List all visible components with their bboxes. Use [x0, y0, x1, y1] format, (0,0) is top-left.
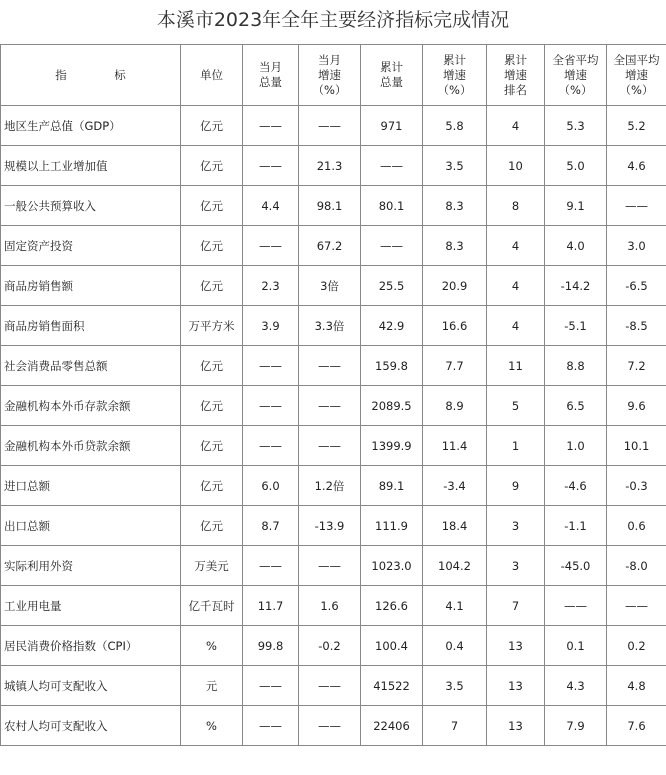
- cumulative-growth-cell: 3.5: [423, 146, 487, 186]
- indicator-name-cell: 金融机构本外币贷款余额: [1, 426, 181, 466]
- cumulative-total-cell: 126.6: [361, 586, 423, 626]
- indicator-name-cell: 工业用电量: [1, 586, 181, 626]
- month-growth-cell: ——: [299, 546, 361, 586]
- province-average-cell: 1.0: [545, 426, 607, 466]
- month-growth-cell: ——: [299, 706, 361, 746]
- national-average-cell: -6.5: [607, 266, 666, 306]
- cumulative-growth-cell: 18.4: [423, 506, 487, 546]
- province-average-cell: 6.5: [545, 386, 607, 426]
- unit-cell: 亿元: [181, 466, 243, 506]
- month-total-cell: 6.0: [243, 466, 299, 506]
- indicator-name-cell: 城镇人均可支配收入: [1, 666, 181, 706]
- national-average-cell: 7.6: [607, 706, 666, 746]
- month-growth-cell: -13.9: [299, 506, 361, 546]
- table-row: [1, 546, 666, 586]
- cumulative-growth-cell: 20.9: [423, 266, 487, 306]
- province-average-cell: -1.1: [545, 506, 607, 546]
- cumulative-growth-cell: 8.9: [423, 386, 487, 426]
- table-row: [1, 266, 666, 306]
- province-average-cell: -4.6: [545, 466, 607, 506]
- cumulative-growth-cell: 8.3: [423, 186, 487, 226]
- month-growth-cell: 3倍: [299, 266, 361, 306]
- province-average-cell: ——: [545, 586, 607, 626]
- indicator-name-cell: 社会消费品零售总额: [1, 346, 181, 386]
- month-total-cell: 2.3: [243, 266, 299, 306]
- table-row: [1, 666, 666, 706]
- header-province-average: 全省平均 增速 （%）: [545, 45, 607, 106]
- table-row: [1, 346, 666, 386]
- cumulative-total-cell: 22406: [361, 706, 423, 746]
- indicator-name-cell: 居民消费价格指数（CPI）: [1, 626, 181, 666]
- unit-cell: 亿元: [181, 106, 243, 146]
- cumulative-rank-cell: 9: [487, 466, 545, 506]
- cumulative-total-cell: 2089.5: [361, 386, 423, 426]
- cumulative-total-cell: ——: [361, 226, 423, 266]
- month-total-cell: 3.9: [243, 306, 299, 346]
- table-row: [1, 386, 666, 426]
- header-cumulative-rank: 累计 增速 排名: [487, 45, 545, 106]
- header-month-growth: 当月 增速 （%）: [299, 45, 361, 106]
- month-total-cell: ——: [243, 346, 299, 386]
- cumulative-rank-cell: 4: [487, 226, 545, 266]
- cumulative-total-cell: 111.9: [361, 506, 423, 546]
- unit-cell: %: [181, 626, 243, 666]
- unit-cell: 亿元: [181, 506, 243, 546]
- month-total-cell: ——: [243, 546, 299, 586]
- national-average-cell: -8.0: [607, 546, 666, 586]
- header-unit: 单位: [181, 45, 243, 106]
- cumulative-total-cell: 159.8: [361, 346, 423, 386]
- national-average-cell: 10.1: [607, 426, 666, 466]
- indicator-name-cell: 金融机构本外币存款余额: [1, 386, 181, 426]
- month-growth-cell: ——: [299, 346, 361, 386]
- table-row: [1, 586, 666, 626]
- unit-cell: 亿元: [181, 266, 243, 306]
- cumulative-rank-cell: 4: [487, 306, 545, 346]
- cumulative-total-cell: 42.9: [361, 306, 423, 346]
- indicator-name-cell: 规模以上工业增加值: [1, 146, 181, 186]
- indicator-name-cell: 实际利用外资: [1, 546, 181, 586]
- header-row: [1, 45, 666, 106]
- header-indicator: [1, 45, 181, 106]
- header-national-average: 全国平均 增速 （%）: [607, 45, 666, 106]
- cumulative-total-cell: 1023.0: [361, 546, 423, 586]
- table-row: [1, 186, 666, 226]
- cumulative-rank-cell: 11: [487, 346, 545, 386]
- province-average-cell: -45.0: [545, 546, 607, 586]
- indicator-name-cell: 农村人均可支配收入: [1, 706, 181, 746]
- province-average-cell: 8.8: [545, 346, 607, 386]
- month-growth-cell: ——: [299, 666, 361, 706]
- month-total-cell: ——: [243, 706, 299, 746]
- unit-cell: 亿千瓦时: [181, 586, 243, 626]
- month-total-cell: ——: [243, 226, 299, 266]
- month-total-cell: 4.4: [243, 186, 299, 226]
- table-row: [1, 506, 666, 546]
- indicators-table: [0, 44, 666, 746]
- national-average-cell: ——: [607, 186, 666, 226]
- province-average-cell: 5.0: [545, 146, 607, 186]
- cumulative-rank-cell: 1: [487, 426, 545, 466]
- unit-cell: 亿元: [181, 226, 243, 266]
- cumulative-rank-cell: 10: [487, 146, 545, 186]
- cumulative-growth-cell: 11.4: [423, 426, 487, 466]
- month-growth-cell: 98.1: [299, 186, 361, 226]
- national-average-cell: ——: [607, 586, 666, 626]
- header-month-total: 当月 总量: [243, 45, 299, 106]
- province-average-cell: 9.1: [545, 186, 607, 226]
- table-row: [1, 226, 666, 266]
- cumulative-rank-cell: 4: [487, 266, 545, 306]
- header-cumulative-total: 累计 总量: [361, 45, 423, 106]
- national-average-cell: 0.6: [607, 506, 666, 546]
- province-average-cell: 5.3: [545, 106, 607, 146]
- national-average-cell: -0.3: [607, 466, 666, 506]
- unit-cell: 亿元: [181, 146, 243, 186]
- month-growth-cell: -0.2: [299, 626, 361, 666]
- national-average-cell: 0.2: [607, 626, 666, 666]
- month-total-cell: ——: [243, 666, 299, 706]
- cumulative-growth-cell: 0.4: [423, 626, 487, 666]
- unit-cell: 亿元: [181, 186, 243, 226]
- cumulative-growth-cell: 3.5: [423, 666, 487, 706]
- month-growth-cell: 21.3: [299, 146, 361, 186]
- cumulative-rank-cell: 3: [487, 546, 545, 586]
- cumulative-total-cell: 25.5: [361, 266, 423, 306]
- cumulative-total-cell: 89.1: [361, 466, 423, 506]
- province-average-cell: -14.2: [545, 266, 607, 306]
- table-row: [1, 706, 666, 746]
- table-row: [1, 306, 666, 346]
- indicator-name-cell: 进口总额: [1, 466, 181, 506]
- cumulative-rank-cell: 8: [487, 186, 545, 226]
- unit-cell: 元: [181, 666, 243, 706]
- month-growth-cell: ——: [299, 426, 361, 466]
- cumulative-rank-cell: 13: [487, 626, 545, 666]
- unit-cell: 亿元: [181, 386, 243, 426]
- month-growth-cell: 3.3倍: [299, 306, 361, 346]
- cumulative-growth-cell: 7: [423, 706, 487, 746]
- cumulative-growth-cell: 104.2: [423, 546, 487, 586]
- province-average-cell: 4.0: [545, 226, 607, 266]
- national-average-cell: -8.5: [607, 306, 666, 346]
- month-total-cell: 11.7: [243, 586, 299, 626]
- indicator-name-cell: 一般公共预算收入: [1, 186, 181, 226]
- cumulative-growth-cell: 5.8: [423, 106, 487, 146]
- national-average-cell: 4.6: [607, 146, 666, 186]
- unit-cell: 亿元: [181, 346, 243, 386]
- cumulative-growth-cell: 4.1: [423, 586, 487, 626]
- indicator-name-cell: 出口总额: [1, 506, 181, 546]
- month-total-cell: 8.7: [243, 506, 299, 546]
- national-average-cell: 4.8: [607, 666, 666, 706]
- cumulative-total-cell: ——: [361, 146, 423, 186]
- cumulative-growth-cell: -3.4: [423, 466, 487, 506]
- month-growth-cell: ——: [299, 386, 361, 426]
- cumulative-growth-cell: 8.3: [423, 226, 487, 266]
- month-growth-cell: ——: [299, 106, 361, 146]
- month-growth-cell: 1.2倍: [299, 466, 361, 506]
- page-title: 本溪市2023年全年主要经济指标完成情况: [156, 9, 510, 31]
- table-row: [1, 146, 666, 186]
- cumulative-total-cell: 100.4: [361, 626, 423, 666]
- cumulative-total-cell: 80.1: [361, 186, 423, 226]
- province-average-cell: 7.9: [545, 706, 607, 746]
- month-total-cell: ——: [243, 106, 299, 146]
- national-average-cell: 7.2: [607, 346, 666, 386]
- cumulative-rank-cell: 7: [487, 586, 545, 626]
- month-total-cell: 99.8: [243, 626, 299, 666]
- month-growth-cell: 1.6: [299, 586, 361, 626]
- unit-cell: 亿元: [181, 426, 243, 466]
- table-header: [1, 45, 666, 106]
- month-growth-cell: 67.2: [299, 226, 361, 266]
- cumulative-growth-cell: 7.7: [423, 346, 487, 386]
- unit-cell: 万美元: [181, 546, 243, 586]
- table-row: [1, 426, 666, 466]
- table-row: [1, 626, 666, 666]
- cumulative-growth-cell: 16.6: [423, 306, 487, 346]
- national-average-cell: 5.2: [607, 106, 666, 146]
- table-row: [1, 106, 666, 146]
- header-cumulative-growth: 累计 增速 （%）: [423, 45, 487, 106]
- cumulative-rank-cell: 13: [487, 666, 545, 706]
- unit-cell: %: [181, 706, 243, 746]
- cumulative-total-cell: 971: [361, 106, 423, 146]
- province-average-cell: 0.1: [545, 626, 607, 666]
- month-total-cell: ——: [243, 426, 299, 466]
- indicator-name-cell: 固定资产投资: [1, 226, 181, 266]
- cumulative-total-cell: 41522: [361, 666, 423, 706]
- province-average-cell: 4.3: [545, 666, 607, 706]
- national-average-cell: 9.6: [607, 386, 666, 426]
- indicator-name-cell: 商品房销售面积: [1, 306, 181, 346]
- province-average-cell: -5.1: [545, 306, 607, 346]
- cumulative-rank-cell: 13: [487, 706, 545, 746]
- cumulative-total-cell: 1399.9: [361, 426, 423, 466]
- month-total-cell: ——: [243, 146, 299, 186]
- cumulative-rank-cell: 3: [487, 506, 545, 546]
- indicator-name-cell: 商品房销售额: [1, 266, 181, 306]
- table-body: [1, 106, 666, 746]
- table-row: [1, 466, 666, 506]
- header-indicator-label: 指 标: [55, 67, 144, 82]
- cumulative-rank-cell: 4: [487, 106, 545, 146]
- national-average-cell: 3.0: [607, 226, 666, 266]
- month-total-cell: ——: [243, 386, 299, 426]
- indicator-name-cell: 地区生产总值（GDP）: [1, 106, 181, 146]
- cumulative-rank-cell: 5: [487, 386, 545, 426]
- unit-cell: 万平方米: [181, 306, 243, 346]
